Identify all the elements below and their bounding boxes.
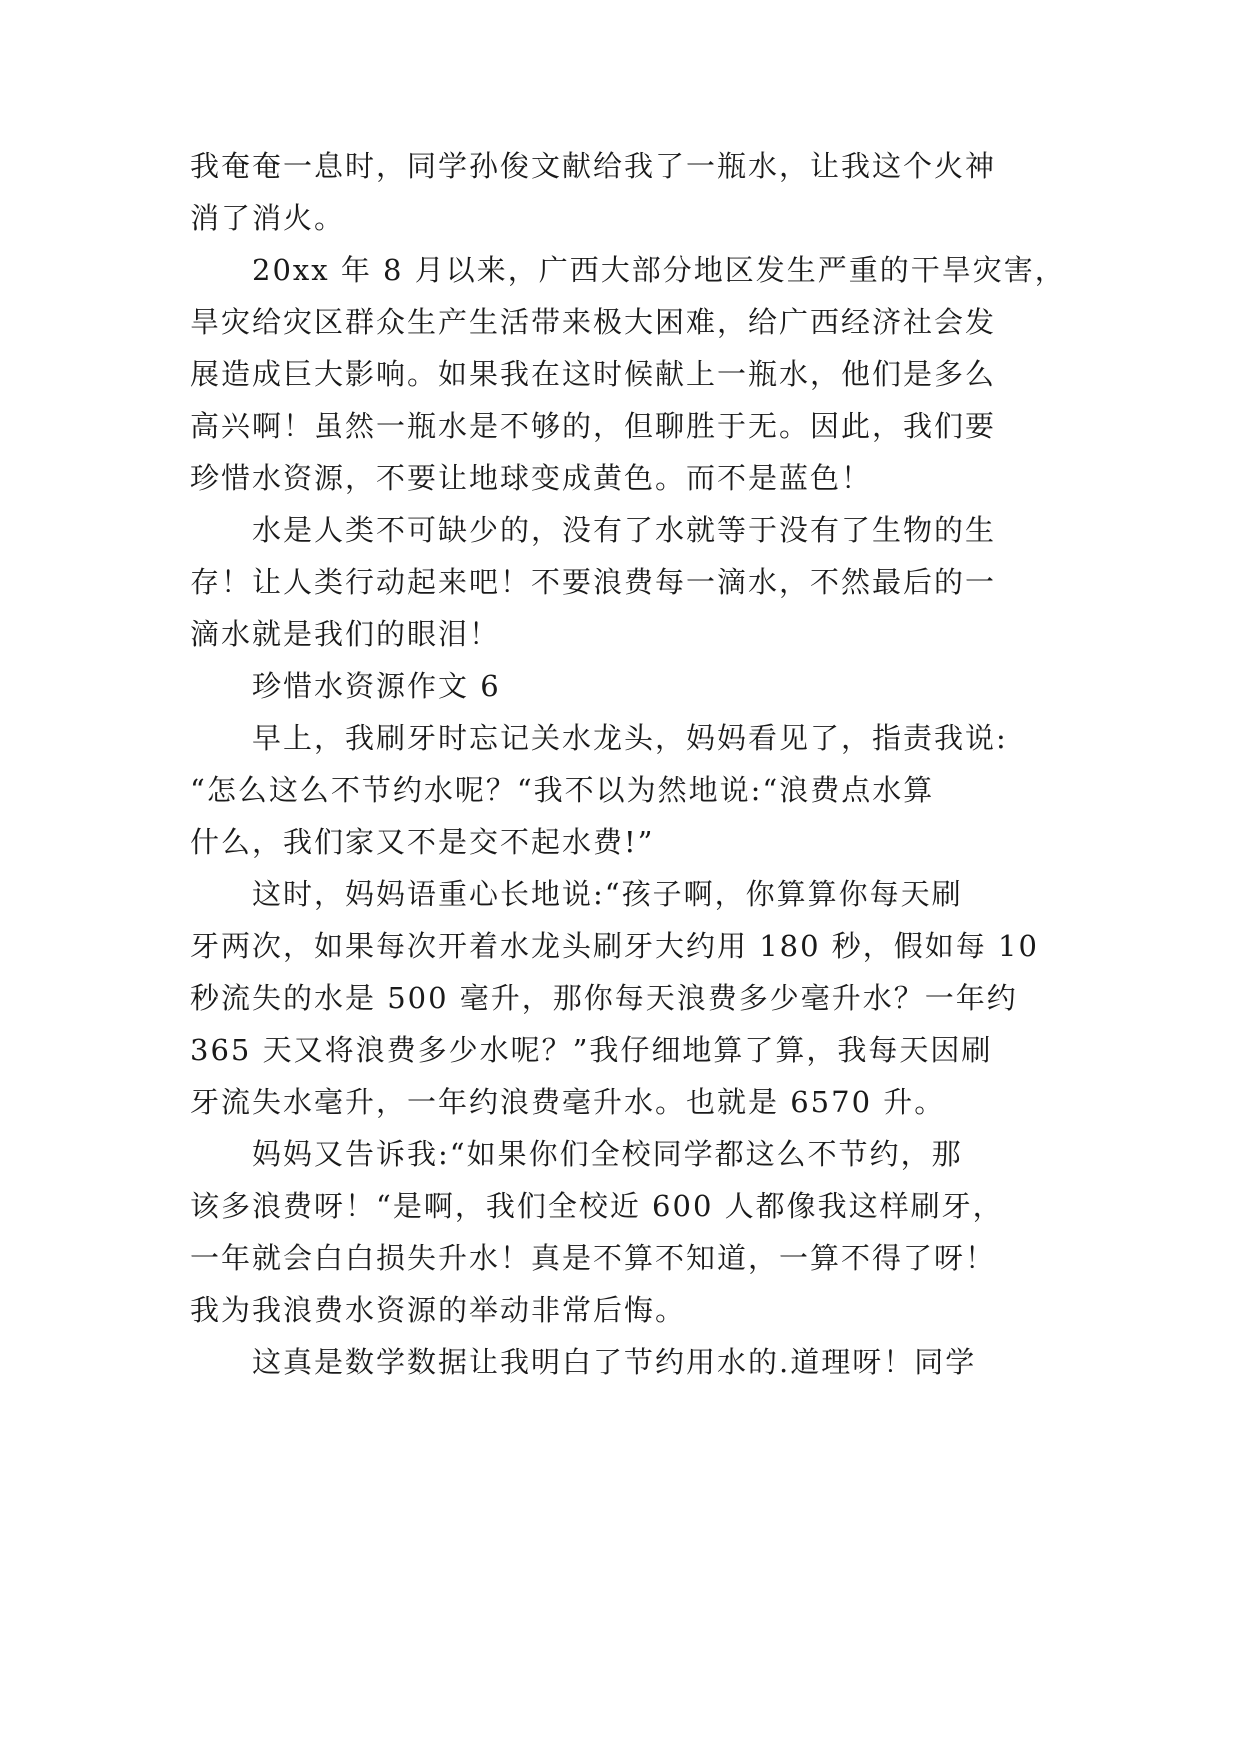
text-line: 高兴啊！虽然一瓶水是不够的，但聊胜于无。因此，我们要 [190, 409, 997, 443]
text-line: 滴水就是我们的眼泪！ [190, 617, 501, 651]
text-line: 一年就会白白损失升水！真是不算不知道，一算不得了呀！ [190, 1241, 997, 1275]
text-line: 珍惜水资源，不要让地球变成黄色。而不是蓝色！ [190, 461, 873, 495]
text-line: 展造成巨大影响。如果我在这时候献上一瓶水，他们是多么 [190, 357, 997, 391]
text-line: 旱灾给灾区群众生产生活带来极大困难，给广西经济社会发 [190, 305, 997, 339]
text-line: 消了消火。 [190, 201, 346, 235]
text-line: 什么，我们家又不是交不起水费!” [190, 825, 655, 859]
text-line: 这时，妈妈语重心长地说:“孩子啊，你算算你每天刷 [252, 877, 963, 911]
section-heading: 珍惜水资源作文 6 [252, 669, 501, 703]
text-line: 365 天又将浪费多少水呢？”我仔细地算了算，我每天因刷 [190, 1033, 993, 1067]
text-line: 我为我浪费水资源的举动非常后悔。 [190, 1293, 687, 1327]
text-line: 我奄奄一息时，同学孙俊文献给我了一瓶水，让我这个火神 [190, 149, 997, 183]
text-line: 这真是数学数据让我明白了节约用水的.道理呀！同学 [252, 1345, 977, 1379]
text-line: 早上，我刷牙时忘记关水龙头，妈妈看见了，指责我说: [252, 721, 1008, 755]
text-line: 牙流失水毫升，一年约浪费毫升水。也就是 6570 升。 [190, 1085, 946, 1119]
text-line: 妈妈又告诉我:“如果你们全校同学都这么不节约，那 [252, 1137, 963, 1171]
text-line: 20xx 年 8 月以来，广西大部分地区发生严重的干旱灾害， [252, 253, 1066, 287]
text-line: 该多浪费呀！“是啊，我们全校近 600 人都像我这样刷牙， [190, 1189, 1004, 1223]
text-line: 秒流失的水是 500 毫升，那你每天浪费多少毫升水？一年约 [190, 981, 1018, 1015]
text-line: 牙两次，如果每次开着水龙头刷牙大约用 180 秒，假如每 10 [190, 929, 1039, 963]
text-line: 水是人类不可缺少的，没有了水就等于没有了生物的生 [252, 513, 997, 547]
text-line: “怎么这么不节约水呢？“我不以为然地说:“浪费点水算 [190, 773, 935, 807]
text-line: 存！让人类行动起来吧！不要浪费每一滴水，不然最后的一 [190, 565, 997, 599]
